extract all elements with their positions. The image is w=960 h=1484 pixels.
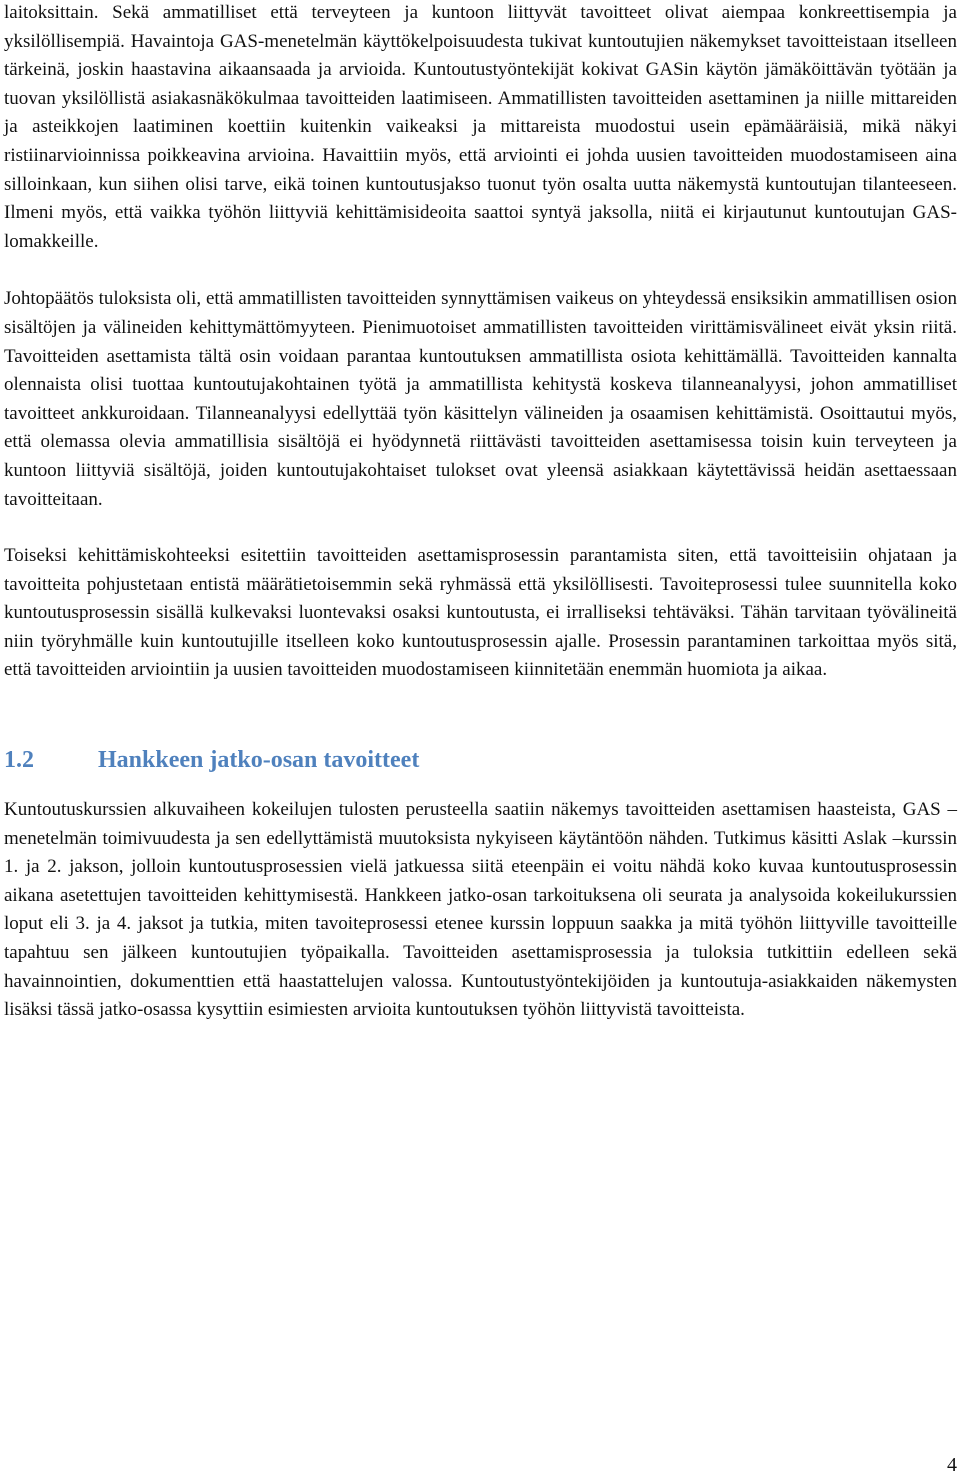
- body-paragraph: laitoksittain. Sekä ammatilliset että terveyteen ja kuntoon liittyvät tavoitteet olivat aiempaa konkreettisempia ja yksilöllisempiä. Havaintoja GAS-menetelmän käyttökelpoisuudesta tukivat kuntoutujien näkemykset tavoitteistaan itselleen tärkeinä, joskin haastavina aikaansaada ja arvioida. Kuntoutustyöntekijät kokivat GASin käytön jämäköittävän työtään ja tuovan yksilöllistä asiakasnäkökulmaa tavoitteiden laatimiseen. Ammatillisten tavoitteiden asettaminen ja niille mittareiden ja asteikkojen laatiminen koettiin kuitenkin vaikeaksi ja mittareista muodostui usein epämääräisiä, mikä näkyi ristiinarvioinnissa poikkeavina arvioina. Havaittiin myös, että arviointi ei johda uusien tavoitteiden muodostamiseen aina silloinkaan, kun siihen olisi tarve, eikä toinen kuntoutusjakso tuonut työn osalta uutta näkemystä kuntoutujan tilanteeseen. Ilmeni myös, että vaikka työhön liittyviä kehittämisideoita saattoi syntyä jaksolla, niitä ei kirjautunut kuntoutujan GAS-lomakkeille.: [4, 2, 957, 252]
- section-title: Hankkeen jatko-osan tavoitteet: [98, 747, 420, 774]
- body-paragraph: Johtopäätös tuloksista oli, että ammatillisten tavoitteiden synnyttämisen vaikeus on yhteydessä ensiksikin ammatillisen osion sisältöjen ja välineiden kehittymättömyyteen. Pienimuotoiset ammatillisten tavoitteiden virittämisvälineet eivät yksin riitä. Tavoitteiden asettamista tältä osin voidaan parantaa kuntoutuksen ammatillista osiota kehittämällä. Tavoitteiden kannalta olennaista olisi tuottaa kuntoutujakohtainen työtä ja ammatillista kehitystä koskeva tilanneanalyysi, johon ammatilliset tavoitteet ankkuroidaan. Tilanneanalyysi edellyttää työn käsittelyn välineiden ja osaamisen kehittämistä. Osoittautui myös, että olemassa olevia ammatillisia sisältöjä ei hyödynnetä riittävästi tavoitteiden asettamisessa toisin kuin terveyteen ja kuntoon liittyviä sisältöjä, joiden kuntoutujakohtaiset tulokset ovat yleensä asiakkaan käytettävissä heidän asettaessaan tavoitteitaan.: [4, 288, 957, 510]
- body-paragraph: Toiseksi kehittämiskohteeksi esitettiin tavoitteiden asettamisprosessin parantamista siten, että tavoitteisiin ohjataan ja tavoitteita pohjustetaan entistä määrätietoisemmin sekä ryhmässä että yksilöllisesti. Tavoiteprosessi tulee suunnitella koko kuntoutusprosessin sisällä kulkevaksi luontevaksi osaksi kuntoutusta, ei irralliseksi tehtäväksi. Tähän tarvitaan työvälineitä niin työryhmälle kuin kuntoutujille itselleen koko kuntoutusprosessin ajalle. Prosessin parantaminen tarkoittaa myös sitä, että tavoitteiden arviointiin ja uusien tavoitteiden muodostamiseen kiinnitetään enemmän huomiota ja aikaa.: [4, 545, 957, 681]
- section-heading: [4, 745, 957, 775]
- page-number: 4: [947, 1454, 957, 1476]
- section-paragraph: Kuntoutuskurssien alkuvaiheen kokeilujen tulosten perusteella saatiin näkemys tavoitteiden asettamisen haasteista, GAS –menetelmän toimivuudesta ja sen edellyttämistä muutoksista nykyiseen käytäntöön nähden. Tutkimus käsitti Aslak –kurssin 1. ja 2. jakson, jolloin kuntoutusprosessien vielä jatkuessa siitä eteenpäin ei voitu nähdä koko kuvaa kuntoutusprosessin aikana asetettujen tavoitteiden kehittymisestä. Hankkeen jatko-osan tarkoituksena oli seurata ja analysoida kokeilukurssien loput eli 3. ja 4. jaksot ja tutkia, miten tavoiteprosessi etenee kurssin loppuun saakka ja mitä työhön liittyville tavoitteille tapahtuu sen jälkeen kuntoutujien työpaikalla. Tavoitteiden asettamisprosessia ja tuloksia tutkittiin edelleen sekä havainnointien, dokumenttien että haastattelujen valossa. Kuntoutustyöntekijöiden ja kuntoutuja-asiakkaiden näkemysten lisäksi tässä jatko-osassa kysyttiin esimiesten arvioita kuntoutuksen työhön liittyvistä tavoitteista.: [4, 799, 957, 1021]
- section-number: 1.2: [4, 747, 34, 774]
- document-body: [4, 0, 957, 1025]
